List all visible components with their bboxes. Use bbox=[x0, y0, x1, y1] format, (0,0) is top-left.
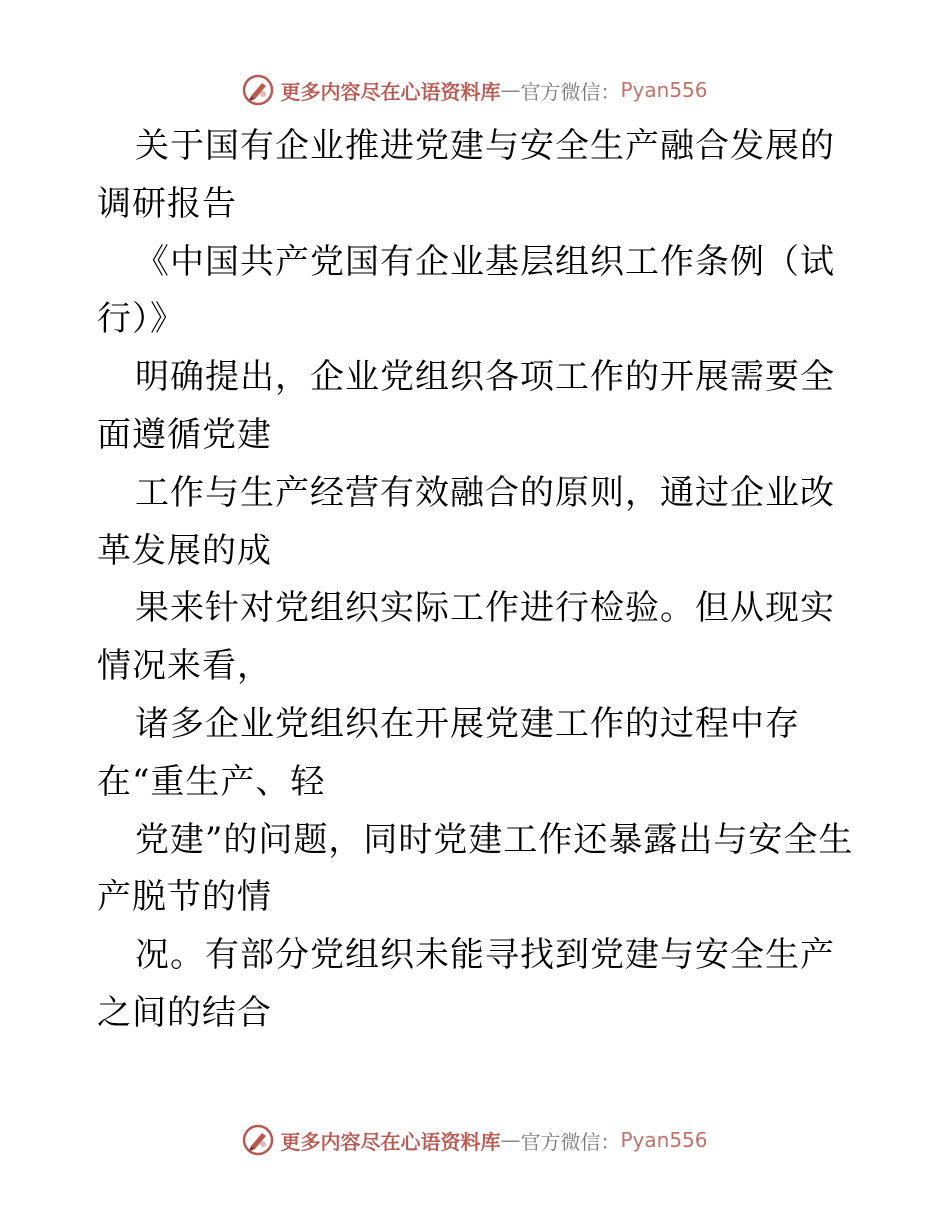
brand-name: 更多内容尽在心语资料库 bbox=[280, 79, 501, 104]
document-body bbox=[97, 118, 857, 1043]
pen-logo-icon bbox=[242, 74, 274, 106]
wechat-label: 官方微信： bbox=[520, 79, 621, 104]
banner-dash: — bbox=[500, 78, 521, 102]
paragraph: 工作与生产经营有效融合的原则，通过企业改革发展的成 bbox=[97, 472, 835, 571]
banner-dash: — bbox=[500, 1128, 521, 1152]
paragraph: 《中国共产党国有企业基层组织工作条例（试行）》 bbox=[97, 241, 835, 340]
wechat-label: 官方微信： bbox=[520, 1129, 621, 1154]
paragraph: 党建”的问题，同时党建工作还暴露出与安全生产脱节的情 bbox=[97, 819, 854, 918]
brand-name: 更多内容尽在心语资料库 bbox=[280, 1129, 501, 1154]
paragraph: 果来针对党组织实际工作进行检验。但从现实情况来看， bbox=[97, 588, 835, 687]
paragraph: 明确提出，企业党组织各项工作的开展需要全面遵循党建 bbox=[97, 357, 835, 455]
document-title: 关于国有企业推进党建与安全生产融合发展的调研报告 bbox=[97, 126, 835, 224]
pen-logo-icon bbox=[242, 1124, 274, 1156]
paragraph: 诸多企业党组织在开展党建工作的过程中存在“重生产、轻 bbox=[97, 703, 800, 802]
wechat-id: Pyan556 bbox=[620, 1128, 708, 1152]
wechat-id: Pyan556 bbox=[620, 78, 708, 102]
footer-banner bbox=[0, 1120, 950, 1160]
header-banner bbox=[0, 70, 950, 110]
paragraph: 况。有部分党组织未能寻找到党建与安全生产之间的结合 bbox=[97, 935, 835, 1033]
